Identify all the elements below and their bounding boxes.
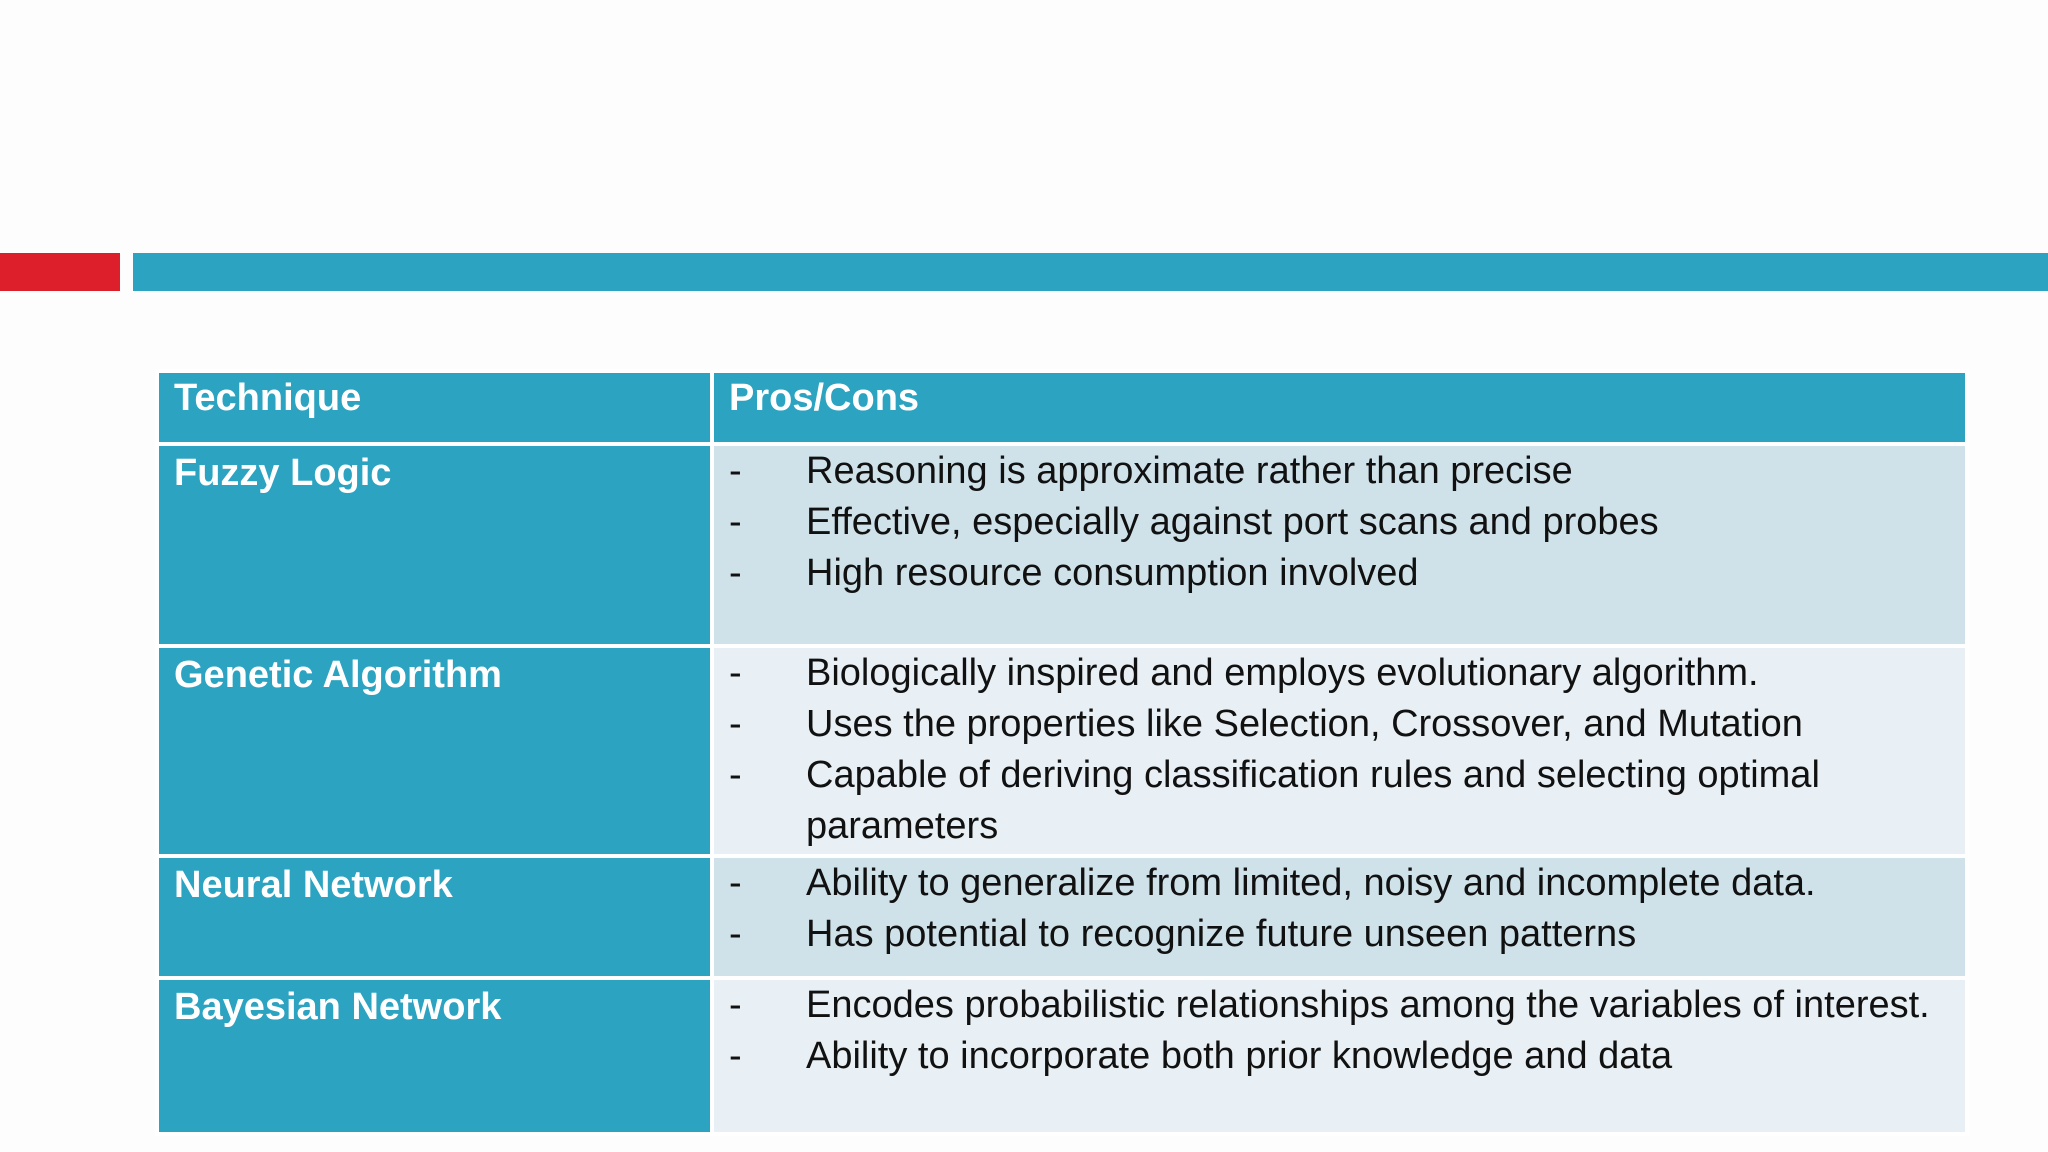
list-item [714, 648, 1965, 699]
technique-cell: Neural Network [157, 856, 712, 978]
point-text: Biologically inspired and employs evolutionary algorithm. [806, 652, 1759, 694]
table-row [157, 856, 1967, 978]
bullet-dash: - [729, 754, 742, 796]
point-text: Ability to incorporate both prior knowledge and data [806, 1035, 1673, 1077]
pros-cons-list [714, 648, 1965, 852]
bullet-dash: - [729, 1035, 742, 1077]
point-text: Uses the properties like Selection, Crossover, and Mutation [806, 703, 1803, 745]
bullet-dash: - [729, 652, 742, 694]
table-header-row [157, 371, 1967, 444]
list-item [714, 497, 1965, 548]
list-item [714, 699, 1965, 750]
bullet-dash: - [729, 703, 742, 745]
point-text: Capable of deriving classification rules and selecting optimal parameters [806, 754, 1820, 847]
point-text: Reasoning is approximate rather than precise [806, 450, 1573, 492]
list-item [714, 858, 1965, 909]
pros-cons-cell [712, 978, 1967, 1134]
table-row [157, 444, 1967, 646]
technique-cell: Genetic Algorithm [157, 646, 712, 856]
list-item [714, 909, 1965, 960]
list-item [714, 980, 1965, 1031]
bullet-dash: - [729, 552, 742, 594]
bullet-dash: - [729, 862, 742, 904]
bullet-dash: - [729, 913, 742, 955]
list-item [714, 750, 1965, 852]
point-text: Ability to generalize from limited, noisy and incomplete data. [806, 862, 1816, 904]
table-row [157, 646, 1967, 856]
list-item [714, 446, 1965, 497]
point-text: High resource consumption involved [806, 552, 1419, 594]
table-row [157, 978, 1967, 1134]
pros-cons-cell [712, 444, 1967, 646]
list-item [714, 548, 1965, 599]
technique-cell: Bayesian Network [157, 978, 712, 1134]
techniques-table [155, 369, 1969, 1136]
pros-cons-cell [712, 646, 1967, 856]
bullet-dash: - [729, 501, 742, 543]
bullet-dash: - [729, 450, 742, 492]
header-technique: Technique [157, 371, 712, 444]
list-item [714, 1031, 1965, 1082]
pros-cons-list [714, 858, 1965, 960]
point-text: Effective, especially against port scans and probes [806, 501, 1659, 543]
point-text: Encodes probabilistic relationships among the variables of interest. [806, 984, 1930, 1026]
pros-cons-list [714, 446, 1965, 599]
pros-cons-cell [712, 856, 1967, 978]
header-pros-cons: Pros/Cons [712, 371, 1967, 444]
pros-cons-list [714, 980, 1965, 1082]
bullet-dash: - [729, 984, 742, 1026]
accent-bar-blue [133, 253, 2048, 291]
point-text: Has potential to recognize future unseen patterns [806, 913, 1637, 955]
technique-cell: Fuzzy Logic [157, 444, 712, 646]
accent-bar-red [0, 253, 120, 291]
